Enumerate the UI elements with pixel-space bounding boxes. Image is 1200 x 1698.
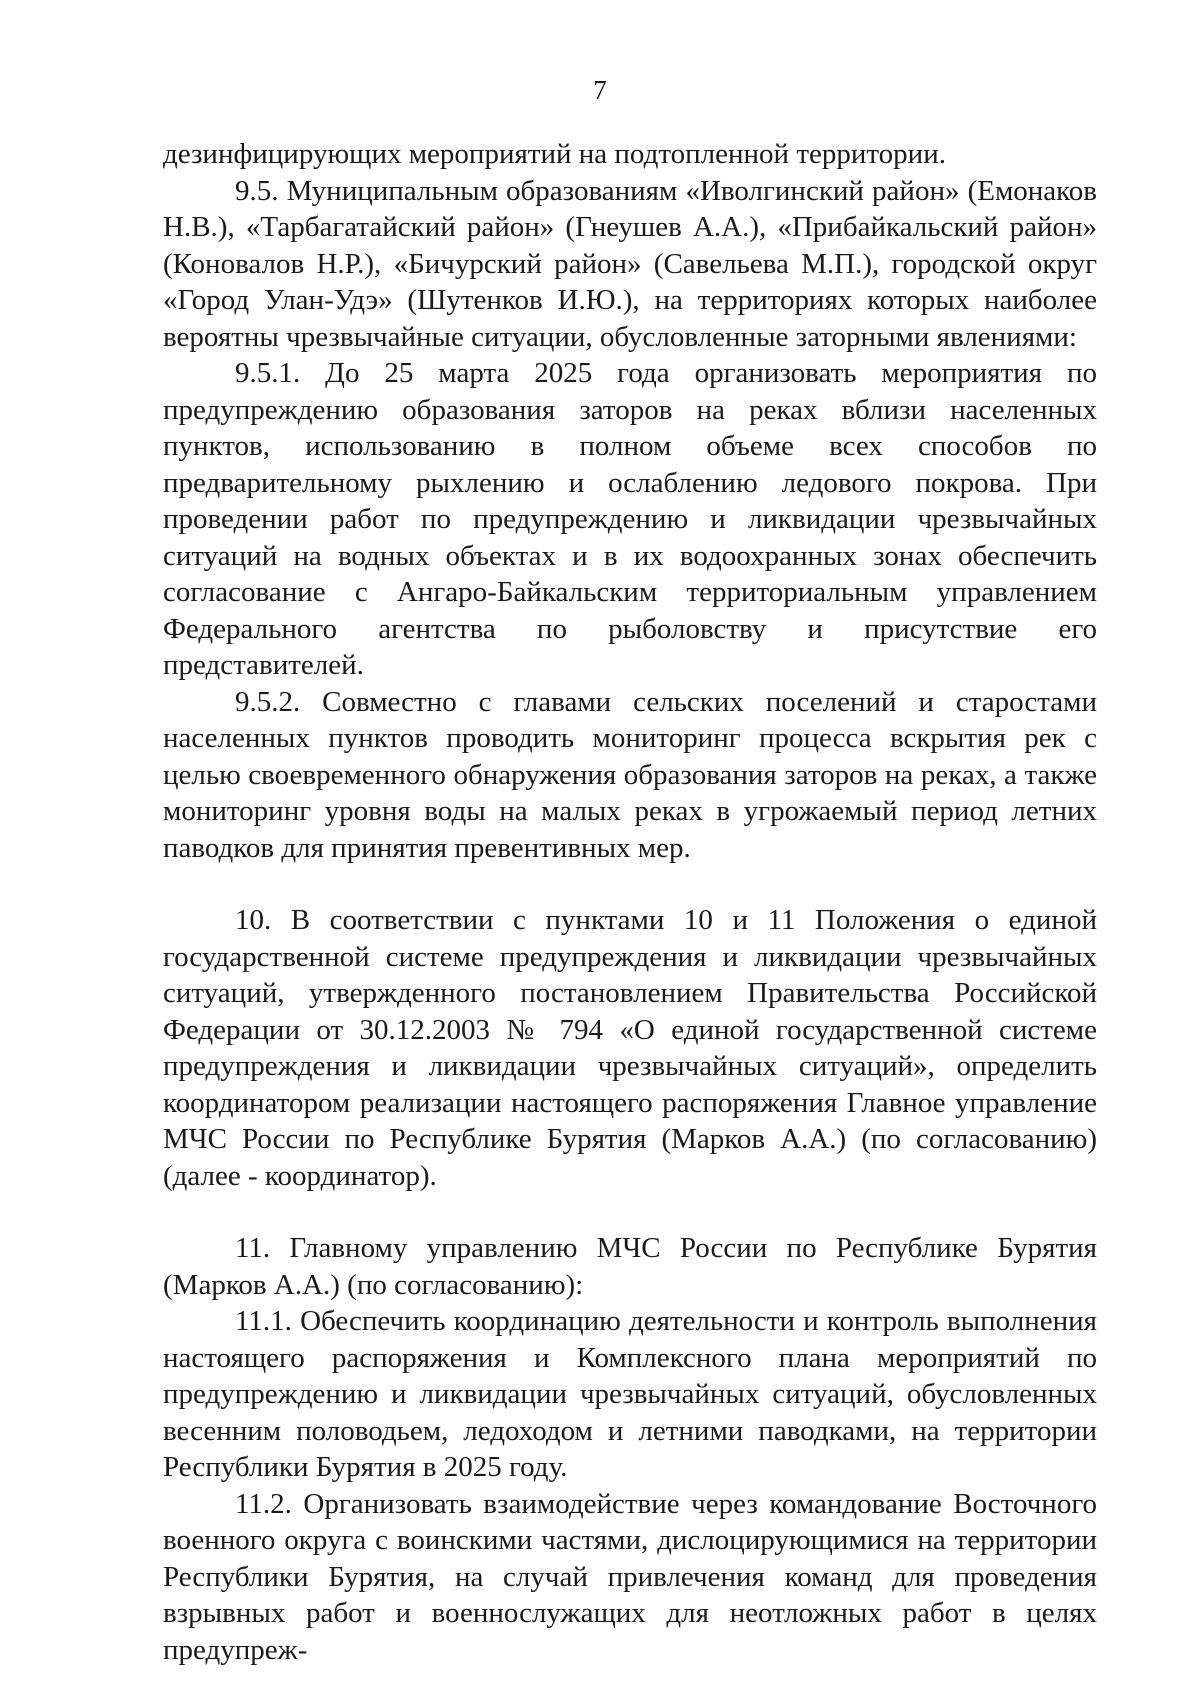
paragraph-11-1: 11.1. Обеспечить координацию деятельности и контроль выполнения настоящего распоряжения и Комплексного плана мероприятий по предупреждению и ликвидации чрезвычайных ситуаций, обусловленных весенним половодьем, ледоходом и летними паводками, на территории Республики Бурятия в 2025 году. (163, 1305, 1097, 1483)
paragraph-continuation: дезинфицирующих мероприятий на подтопленной территории. (163, 138, 946, 170)
page-number: 7 (593, 75, 607, 105)
paragraph-10: 10. В соответствии с пунктами 10 и 11 Положения о единой государственной системе предупреждения и ликвидации чрезвычайных ситуаций, утвержденного постановлением Правительства Российской Федерации от 30.12.2003 № 794 «О единой государственной системе предупреждения и ликвидации чрезвычайных ситуаций», определить координатором реализации настоящего распоряжения Главное управление МЧС России по Республике Бурятия (Марков А.А.) (по согласованию) (далее - координатор). (163, 904, 1097, 1192)
paragraph-11: 11. Главному управлению МЧС России по Республике Бурятия (Марков А.А.) (по согласованию): (163, 1232, 1097, 1301)
paragraph-9-5: 9.5. Муниципальным образованиям «Иволгинский район» (Емонаков Н.В.), «Тарбагатайский район» (Гнеушев А.А.), «Прибайкальский район» (Коновалов Н.Р.), «Бичурский район» (Савельева М.П.), городской округ «Город Улан-Удэ» (Шутенков И.Ю.), на территориях которых наиболее вероятны чрезвычайные ситуации, обусловленные заторными явлениями: (163, 174, 1097, 353)
paragraph-11-2: 11.2. Организовать взаимодействие через командование Восточного военного округа с воинскими частями, дислоцирующимися на территории Республики Бурятия, на случай привлечения команд для проведения взрывных работ и военнослужащих для неотложных работ в целях предупреж- (163, 1487, 1097, 1666)
paragraph-9-5-2: 9.5.2. Совместно с главами сельских поселений и старостами населенных пунктов проводить мониторинг процесса вскрытия рек с целью своевременного обнаружения образования заторов на реках, а также мониторинг уровня воды на малых реках в угрожаемый период летних паводков для принятия превентивных мер. (163, 685, 1097, 864)
paragraph-9-5-1: 9.5.1. До 25 марта 2025 года организовать мероприятия по предупреждению образования заторов на реках вблизи населенных пунктов, использованию в полном объеме всех способов по предварительному рыхлению и ослаблению ледового покрова. При проведении работ по предупреждению и ликвидации чрезвычайных ситуаций на водных объектах и в их водоохранных зонах обеспечить согласование с Ангаро-Байкальским территориальным управлением Федерального агентства по рыболовству и присутствие его представителей. (163, 357, 1097, 681)
document-body (163, 136, 1097, 1668)
